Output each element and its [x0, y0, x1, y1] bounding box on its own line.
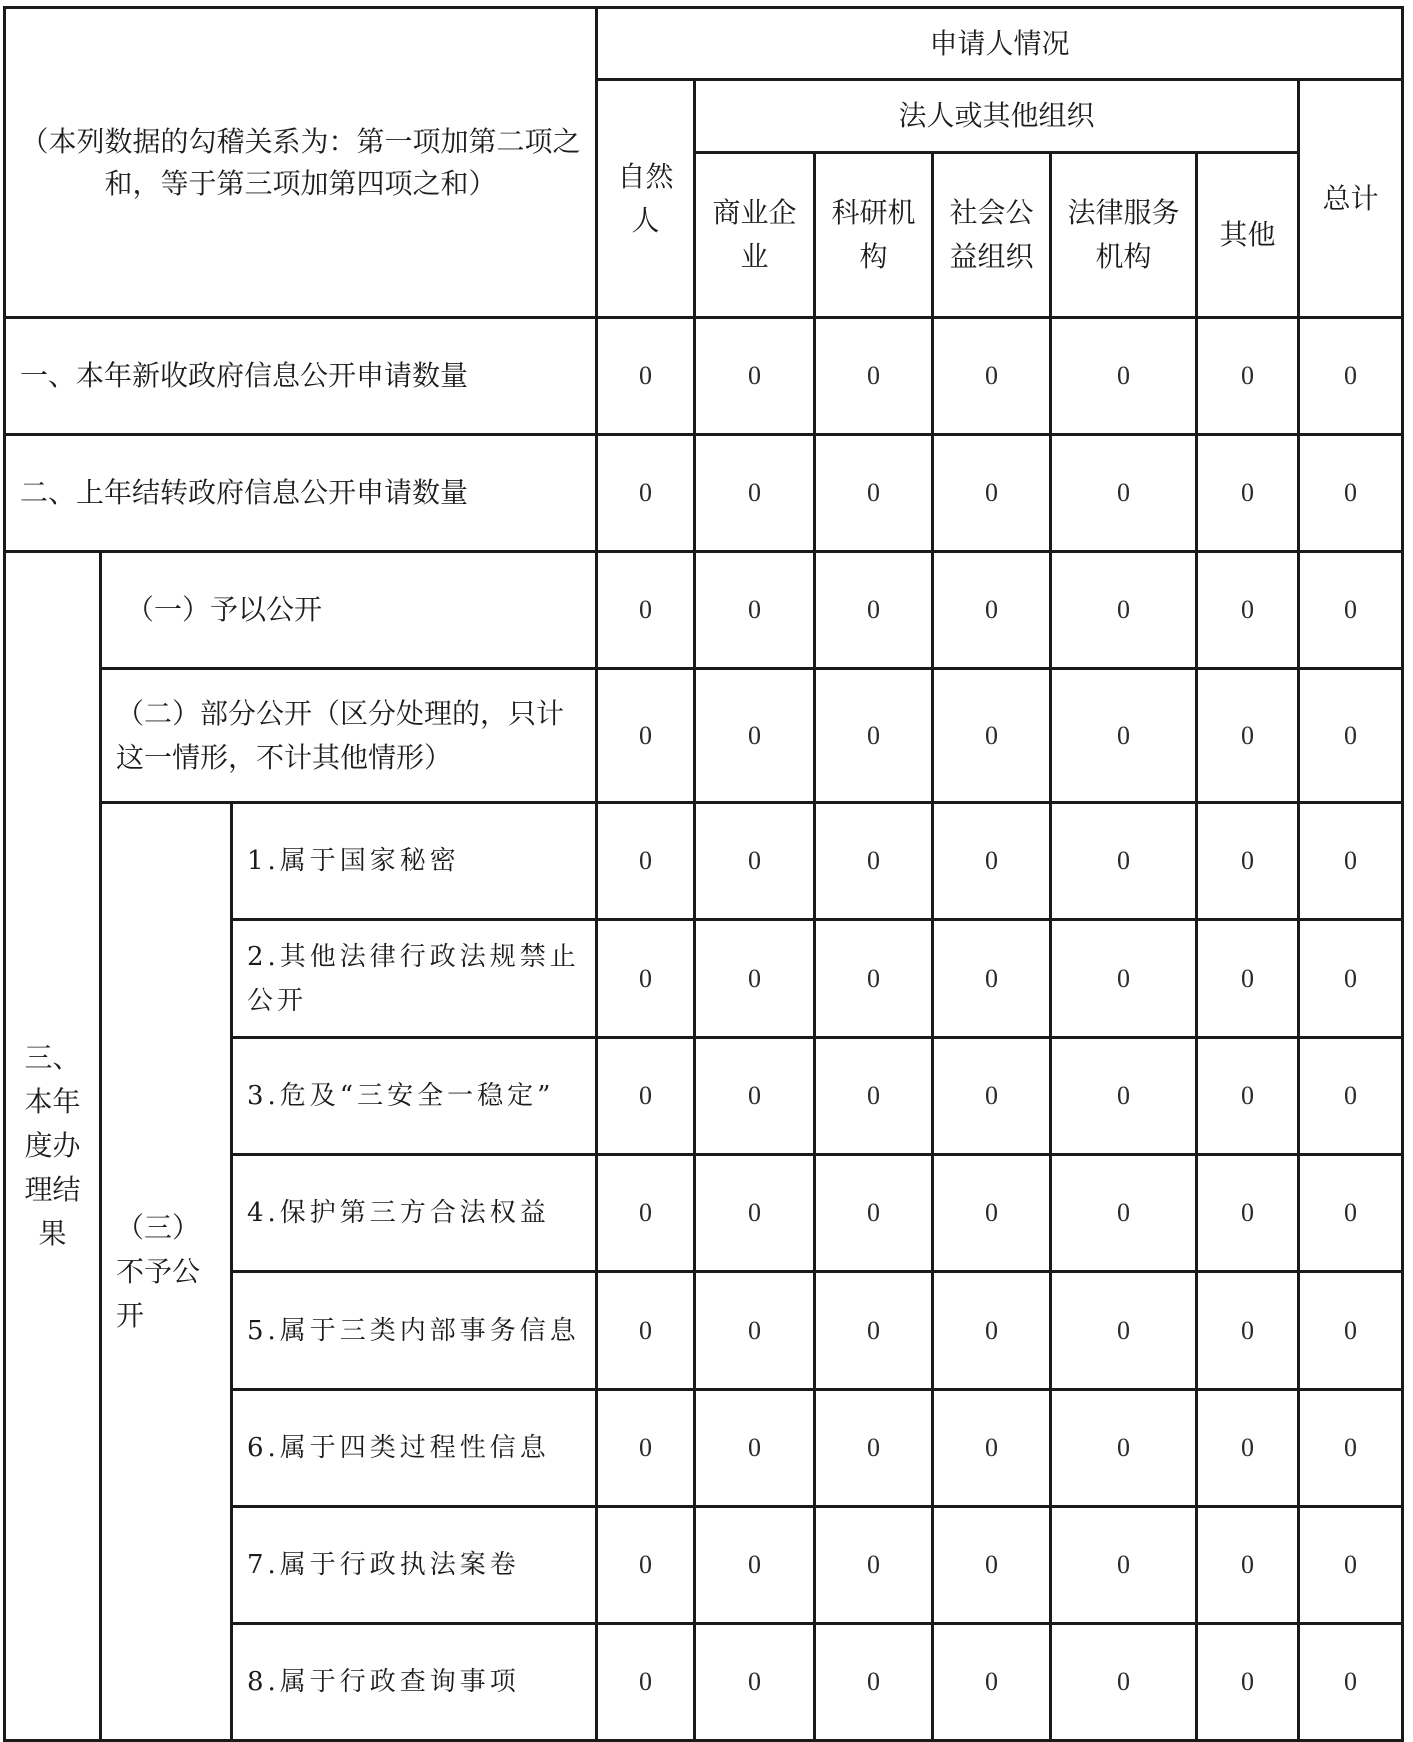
row-label: 6.属于四类过程性信息 — [232, 1390, 597, 1507]
cell-value: 0 — [597, 1390, 695, 1507]
cell-value: 0 — [1299, 318, 1403, 435]
cell-value: 0 — [1051, 669, 1197, 803]
header-col-public-welfare: 社会公益组织 — [933, 153, 1051, 318]
cell-value: 0 — [1197, 1624, 1299, 1741]
cell-value: 0 — [815, 318, 933, 435]
cell-value: 0 — [1051, 1272, 1197, 1390]
cell-value: 0 — [695, 1272, 815, 1390]
cell-value: 0 — [1299, 1155, 1403, 1272]
cell-value: 0 — [1299, 1272, 1403, 1390]
row-label: 二、上年结转政府信息公开申请数量 — [5, 435, 597, 552]
cell-value: 0 — [815, 1624, 933, 1741]
cell-value: 0 — [1051, 552, 1197, 669]
row-label: 3.危及“三安全一稳定” — [232, 1038, 597, 1155]
cell-value: 0 — [695, 1507, 815, 1624]
row-label: （二）部分公开（区分处理的，只计这一情形，不计其他情形） — [101, 669, 597, 803]
row-label: 1.属于国家秘密 — [232, 803, 597, 920]
cell-value: 0 — [1197, 669, 1299, 803]
cell-value: 0 — [933, 435, 1051, 552]
header-note: （本列数据的勾稽关系为：第一项加第二项之和，等于第三项加第四项之和） — [5, 8, 597, 318]
header-total: 总计 — [1299, 80, 1403, 318]
cell-value: 0 — [815, 1507, 933, 1624]
cell-value: 0 — [815, 1038, 933, 1155]
cell-value: 0 — [695, 552, 815, 669]
header-col-commercial: 商业企业 — [695, 153, 815, 318]
cell-value: 0 — [597, 1038, 695, 1155]
cell-value: 0 — [1197, 1038, 1299, 1155]
cell-value: 0 — [1197, 803, 1299, 920]
cell-value: 0 — [695, 1155, 815, 1272]
row-label: 4.保护第三方合法权益 — [232, 1155, 597, 1272]
cell-value: 0 — [1051, 1624, 1197, 1741]
cell-value: 0 — [933, 669, 1051, 803]
header-col-research: 科研机构 — [815, 153, 933, 318]
cell-value: 0 — [815, 803, 933, 920]
cell-value: 0 — [1299, 435, 1403, 552]
cell-value: 0 — [1051, 1038, 1197, 1155]
table-row — [5, 552, 1403, 669]
cell-value: 0 — [933, 1038, 1051, 1155]
cell-value: 0 — [597, 920, 695, 1038]
cell-value: 0 — [933, 318, 1051, 435]
cell-value: 0 — [695, 920, 815, 1038]
header-col-other: 其他 — [1197, 153, 1299, 318]
table-row — [5, 669, 1403, 803]
cell-value: 0 — [1299, 669, 1403, 803]
cell-value: 0 — [695, 435, 815, 552]
cell-value: 0 — [1197, 1155, 1299, 1272]
cell-value: 0 — [1197, 1390, 1299, 1507]
cell-value: 0 — [933, 920, 1051, 1038]
table-row — [5, 318, 1403, 435]
row-label: 2.其他法律行政法规禁止公开 — [232, 920, 597, 1038]
header-applicant: 申请人情况 — [597, 8, 1403, 80]
cell-value: 0 — [1299, 1038, 1403, 1155]
cell-value: 0 — [1197, 1507, 1299, 1624]
cell-value: 0 — [815, 1390, 933, 1507]
header-legal-org: 法人或其他组织 — [695, 80, 1299, 153]
cell-value: 0 — [815, 920, 933, 1038]
row-label: 5.属于三类内部事务信息 — [232, 1272, 597, 1390]
cell-value: 0 — [1299, 1390, 1403, 1507]
cell-value: 0 — [597, 1155, 695, 1272]
cell-value: 0 — [597, 1624, 695, 1741]
cell-value: 0 — [933, 1390, 1051, 1507]
cell-value: 0 — [1197, 920, 1299, 1038]
cell-value: 0 — [933, 1624, 1051, 1741]
row-label: 8.属于行政查询事项 — [232, 1624, 597, 1741]
cell-value: 0 — [597, 669, 695, 803]
cell-value: 0 — [933, 803, 1051, 920]
cell-value: 0 — [1299, 552, 1403, 669]
row-label: 7.属于行政执法案卷 — [232, 1507, 597, 1624]
cell-value: 0 — [597, 803, 695, 920]
cell-value: 0 — [597, 552, 695, 669]
cell-value: 0 — [1197, 552, 1299, 669]
cell-value: 0 — [815, 435, 933, 552]
table-row — [5, 803, 1403, 920]
cell-value: 0 — [695, 803, 815, 920]
cell-value: 0 — [1197, 318, 1299, 435]
header-row-1 — [5, 8, 1403, 80]
cell-value: 0 — [597, 1507, 695, 1624]
row-label: 一、本年新收政府信息公开申请数量 — [5, 318, 597, 435]
section-3c-label: （三）不予公开 — [101, 803, 232, 1741]
cell-value: 0 — [1299, 920, 1403, 1038]
cell-value: 0 — [1051, 1507, 1197, 1624]
header-natural-person: 自然人 — [597, 80, 695, 318]
header-col-legal-service: 法律服务机构 — [1051, 153, 1197, 318]
cell-value: 0 — [933, 1155, 1051, 1272]
cell-value: 0 — [815, 669, 933, 803]
cell-value: 0 — [1197, 435, 1299, 552]
cell-value: 0 — [597, 435, 695, 552]
cell-value: 0 — [1051, 920, 1197, 1038]
cell-value: 0 — [1051, 803, 1197, 920]
cell-value: 0 — [1051, 1155, 1197, 1272]
cell-value: 0 — [1197, 1272, 1299, 1390]
section-3-label: 三、本年度办理结果 — [5, 552, 101, 1741]
cell-value: 0 — [1299, 1507, 1403, 1624]
cell-value: 0 — [597, 318, 695, 435]
cell-value: 0 — [933, 1272, 1051, 1390]
cell-value: 0 — [815, 552, 933, 669]
cell-value: 0 — [1299, 803, 1403, 920]
cell-value: 0 — [695, 1038, 815, 1155]
cell-value: 0 — [1051, 435, 1197, 552]
cell-value: 0 — [1051, 318, 1197, 435]
cell-value: 0 — [815, 1272, 933, 1390]
cell-value: 0 — [1299, 1624, 1403, 1741]
cell-value: 0 — [695, 1624, 815, 1741]
cell-value: 0 — [1051, 1390, 1197, 1507]
cell-value: 0 — [815, 1155, 933, 1272]
table-wrapper — [3, 6, 1404, 1742]
cell-value: 0 — [933, 1507, 1051, 1624]
applications-table — [3, 6, 1404, 1742]
row-label: （一）予以公开 — [101, 552, 597, 669]
cell-value: 0 — [597, 1272, 695, 1390]
cell-value: 0 — [695, 669, 815, 803]
table-row — [5, 435, 1403, 552]
cell-value: 0 — [695, 318, 815, 435]
cell-value: 0 — [695, 1390, 815, 1507]
cell-value: 0 — [933, 552, 1051, 669]
